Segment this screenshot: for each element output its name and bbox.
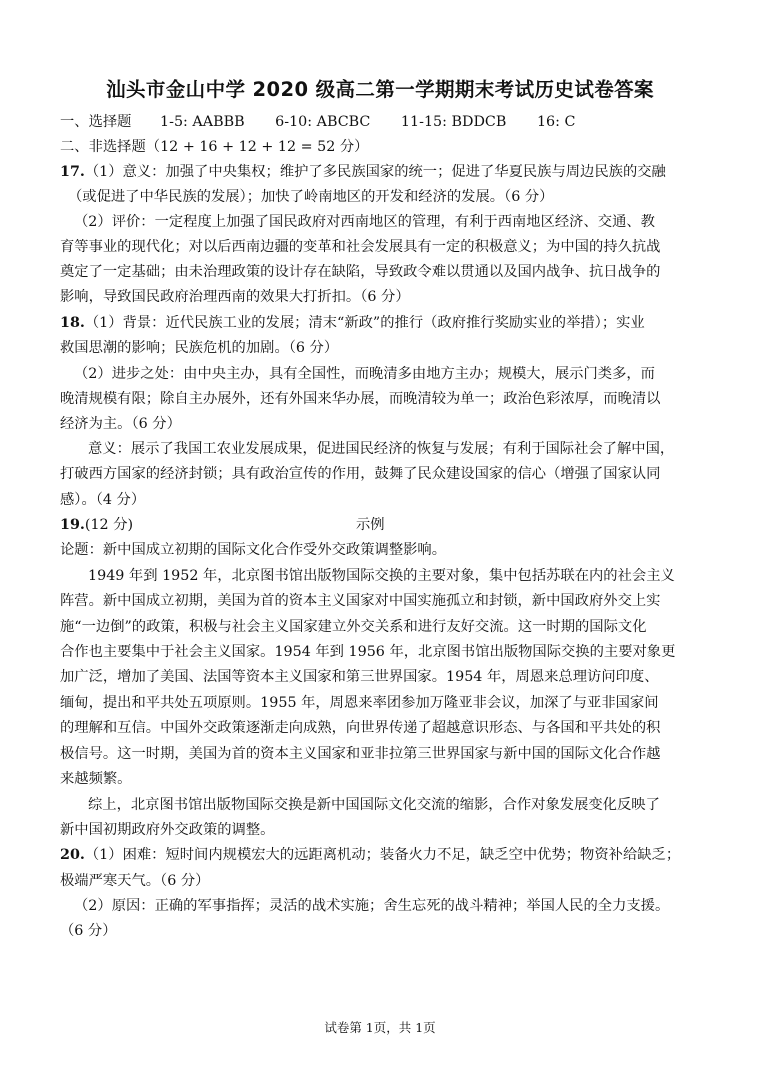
answer-text: 的理解和互信。中国外交政策逐渐走向成熟，向世界传递了超越意识形态、与各国和平共处的积 xyxy=(60,720,661,736)
answer-text: （1）困难：短时间内规模宏大的远距离机动；装备火力不足，缺乏空中优势；物资补给缺乏； xyxy=(84,847,681,863)
answer-text: 奠定了一定基础；由未治理政策的设计存在缺陷，导致政令难以贯通以及国内战争、抗日战争的 xyxy=(60,264,661,280)
answer-text: 晚清规模有限；除自主办展外，还有外国来华办展，而晚清较为单一；政治色彩浓厚，而晚清以 xyxy=(60,391,661,407)
answer-text: 施“一边倒”的政策，积极与社会主义国家建立外交关系和进行友好交流。这一时期的国际文化 xyxy=(60,619,647,635)
example-label: 示例 xyxy=(356,517,385,533)
question-18-line xyxy=(60,313,645,333)
answer-text: 意义：展示了我国工农业发展成果，促进国民经济的恢复与发展；有利于国际社会了解中国， xyxy=(88,441,675,457)
answer-group: 16: C xyxy=(536,114,576,130)
question-20-line xyxy=(60,845,680,865)
page-footer: 试卷第 1页，共 1页 xyxy=(324,1020,436,1035)
thesis-text: 论题：新中国成立初期的国际文化合作受外交政策调整影响。 xyxy=(60,542,447,558)
question-17-line xyxy=(60,162,666,182)
answer-text: 缅甸，提出和平共处五项原则。1955 年，周恩来率团参加万隆亚非会议，加深了与亚非国家间 xyxy=(60,695,659,711)
section-label: 二、非选择题（12 + 16 + 12 + 12 = 52 分） xyxy=(60,139,369,155)
multiple-choice-answers xyxy=(60,112,601,132)
answer-group: 1-5: AABBB xyxy=(160,114,245,130)
score-label: (12 分) xyxy=(84,517,134,533)
answer-text: 极端严寒天气。（6 分） xyxy=(60,873,210,889)
answer-text: （或促进了中华民族的发展）；加快了岭南地区的开发和经济的发展。（6 分） xyxy=(68,189,554,205)
answer-text: 综上，北京图书馆出版物国际交换是新中国国际文化交流的缩影，合作对象发展变化反映了 xyxy=(88,797,660,813)
answer-text: 合作也主要集中于社会主义国家。1954 年到 1956 年，北京图书馆出版物国际交换的主要对象更 xyxy=(60,644,676,660)
answer-text: 救国思潮的影响；民族危机的加剧。（6 分） xyxy=(60,340,339,356)
answer-text: 1949 年到 1952 年，北京图书馆出版物国际交换的主要对象，集中包括苏联在内的社会主义 xyxy=(88,568,675,584)
question-number: 18. xyxy=(60,315,85,331)
answer-text: 影响，导致国民政府治理西南的效果大打折扣。（6 分） xyxy=(60,289,410,305)
answer-text: （1）意义：加强了中央集权；维护了多民族国家的统一；促进了华夏民族与周边民族的交融 xyxy=(84,164,666,180)
answer-text: （2）评价：一定程度上加强了国民政府对西南地区的管理，有利于西南地区经济、交通、教 xyxy=(74,214,655,230)
section-label: 一、选择题 xyxy=(60,114,132,130)
answer-text: 极信号。这一时期，美国为首的资本主义国家和亚非拉第三世界国家与新中国的国际文化合作越 xyxy=(60,746,661,762)
question-number: 17. xyxy=(60,164,85,180)
answer-text: 经济为主。（6 分） xyxy=(60,416,181,432)
answer-group: 11-15: BDDCB xyxy=(400,114,507,130)
question-number: 19. xyxy=(60,517,85,533)
answer-text: （1）背景：近代民族工业的发展；清末“新政”的推行（政府推行奖励实业的举措）；实业 xyxy=(84,315,645,331)
answer-text: 来越频繁。 xyxy=(60,771,132,787)
answer-text: 阵营。新中国成立初期，美国为首的资本主义国家对中国实施孤立和封锁，新中国政府外交上实 xyxy=(60,593,661,609)
answer-text: 感）。（4 分） xyxy=(60,492,146,508)
answer-text: 加广泛，增加了美国、法国等资本主义国家和第三世界国家。1954 年，周恩来总理访问印度、 xyxy=(60,669,659,685)
question-19-header xyxy=(60,515,133,535)
question-number: 20. xyxy=(60,847,85,863)
answer-text: 新中国初期政府外交政策的调整。 xyxy=(60,822,275,838)
answer-group: 6-10: ABCBC xyxy=(275,114,371,130)
page-title: 汕头市金山中学 2020 级高二第一学期期末考试历史试卷答案 xyxy=(106,78,654,101)
answer-text: （6 分） xyxy=(60,923,117,939)
answer-text: 育等事业的现代化；对以后西南边疆的变革和社会发展具有一定的积极意义；为中国的持久抗战 xyxy=(60,239,661,255)
answer-text: （2）进步之处：由中央主办，具有全国性，而晚清多由地方主办；规模大，展示门类多，而 xyxy=(74,366,655,382)
answer-text: （2）原因：正确的军事指挥；灵活的战术实施；舍生忘死的战斗精神；举国人民的全力支援。 xyxy=(74,898,670,914)
answer-text: 打破西方国家的经济封锁；具有政治宣传的作用，鼓舞了民众建设国家的信心（增强了国家认同 xyxy=(60,466,661,482)
